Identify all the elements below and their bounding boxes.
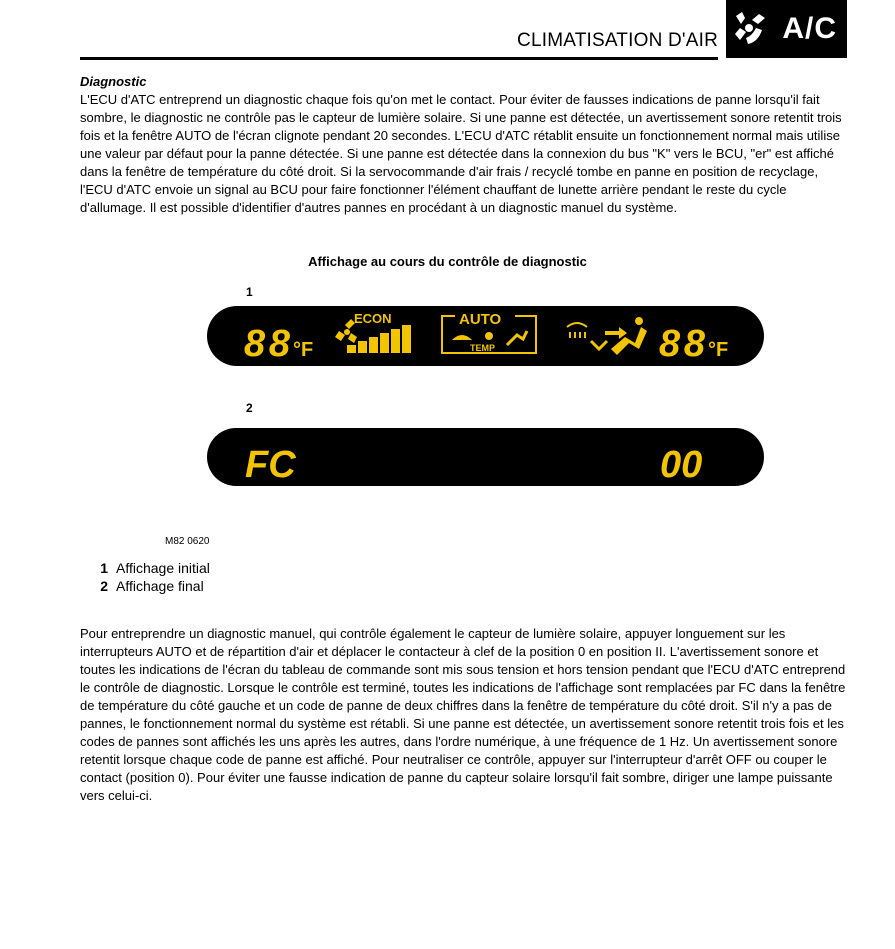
manual-diagnostic-paragraph: Pour entreprendre un diagnostic manuel, qui contrôle également le capteur de lumière solaire, appuyer longuement sur les interrupteurs AUTO et de répartition d'air et déplacer le contacteur à clef de la position 0 en position II. L'avertissement sonore et toutes les indications de l'écran du tableau de commande sont mis sous tension et hors tension pendant que l'ECU d'ATC entreprend le contrôle de diagnostic. Lorsque le contrôle est terminé, toutes les indications de l'affichage sont remplacées par FC dans la fenêtre de température du côté gauche et un code de panne de deux chiffres dans la fenêtre de température du côté droit. S'il n'y a pas de pannes, le fonctionnement normal du système est rétabli. Si une panne est détectée, un avertissement sonore retentit trois fois et les codes de pannes sont affichés les uns après les autres, dans l'ordre numérique, à une fréquence de 1 Hz. Un avertissement sonore retentit lorsque chaque code de panne est affiché. Pour neutraliser ce contrôle, appuyer sur l'interrupteur d'arrêt OFF ou couper le contact (position 0). Pour éviter une fausse indication de panne du capteur solaire lorsqu'il fait sombre, diriger une lampe puissante vers celui-ci. <box>80 626 846 803</box>
header-rule <box>80 57 718 60</box>
page-header-title: CLIMATISATION D'AIR <box>517 30 718 51</box>
section-heading: Diagnostic <box>80 74 147 89</box>
fan-air-icon <box>732 8 774 50</box>
auto-label: AUTO <box>459 311 502 328</box>
temp-label: TEMP <box>470 343 496 353</box>
figure-legend <box>98 559 210 595</box>
legend-number: 2 <box>100 578 108 594</box>
intro-paragraph: L'ECU d'ATC entreprend un diagnostic chaque fois qu'on met le contact. Pour éviter de fausses indications de panne lorsqu'il fait sombre, le diagnostic ne contrôle pas le capteur de lumière solaire. Si une panne est détectée, un avertissement sonore retentit trois fois et la fenêtre AUTO de l'écran clignote pendant 20 secondes. L'ECU d'ATC rétablit ensuite un fonctionnement normal mais utilise une valeur par défaut pour la panne détectée. Si une panne est détectée dans la connexion du bus "K" vers le BCU, "er" est affiché dans la fenêtre de température du côté droit. Si la servocommande d'air frais / recyclé tombe en panne en position de recyclage, l'ECU d'ATC envoie un signal au BCU pour faire fonctionner l'élément chauffant de lunette arrière pendant le reste du cycle d'allumage. Il est possible d'identifier d'autres pannes en procédant à un diagnostic manuel du système. <box>80 92 842 215</box>
display-initial <box>207 305 764 367</box>
legend-label: Affichage initial <box>116 560 210 576</box>
legend-item <box>98 559 210 577</box>
legend-label: Affichage final <box>116 578 204 594</box>
fault-code-right: 00 <box>660 444 703 486</box>
econ-label: ECON <box>354 311 392 326</box>
section-badge <box>726 0 847 58</box>
legend-number: 1 <box>100 560 108 576</box>
badge-label: A/C <box>782 12 837 45</box>
left-temp-digits: 88 <box>244 323 290 365</box>
figure-title: Affichage au cours du contrôle de diagnostic <box>308 254 587 269</box>
fault-code-left: FC <box>245 444 296 486</box>
figure-code: M82 0620 <box>165 536 210 547</box>
display-final <box>207 427 764 487</box>
display-1-number: 1 <box>246 285 253 299</box>
right-temp-digits: 88 <box>659 323 705 365</box>
legend-item <box>98 577 210 595</box>
right-temp-unit: °F <box>708 339 729 361</box>
left-temp-unit: °F <box>293 339 314 361</box>
display-2-number: 2 <box>246 401 253 415</box>
fan-icon <box>485 332 493 340</box>
